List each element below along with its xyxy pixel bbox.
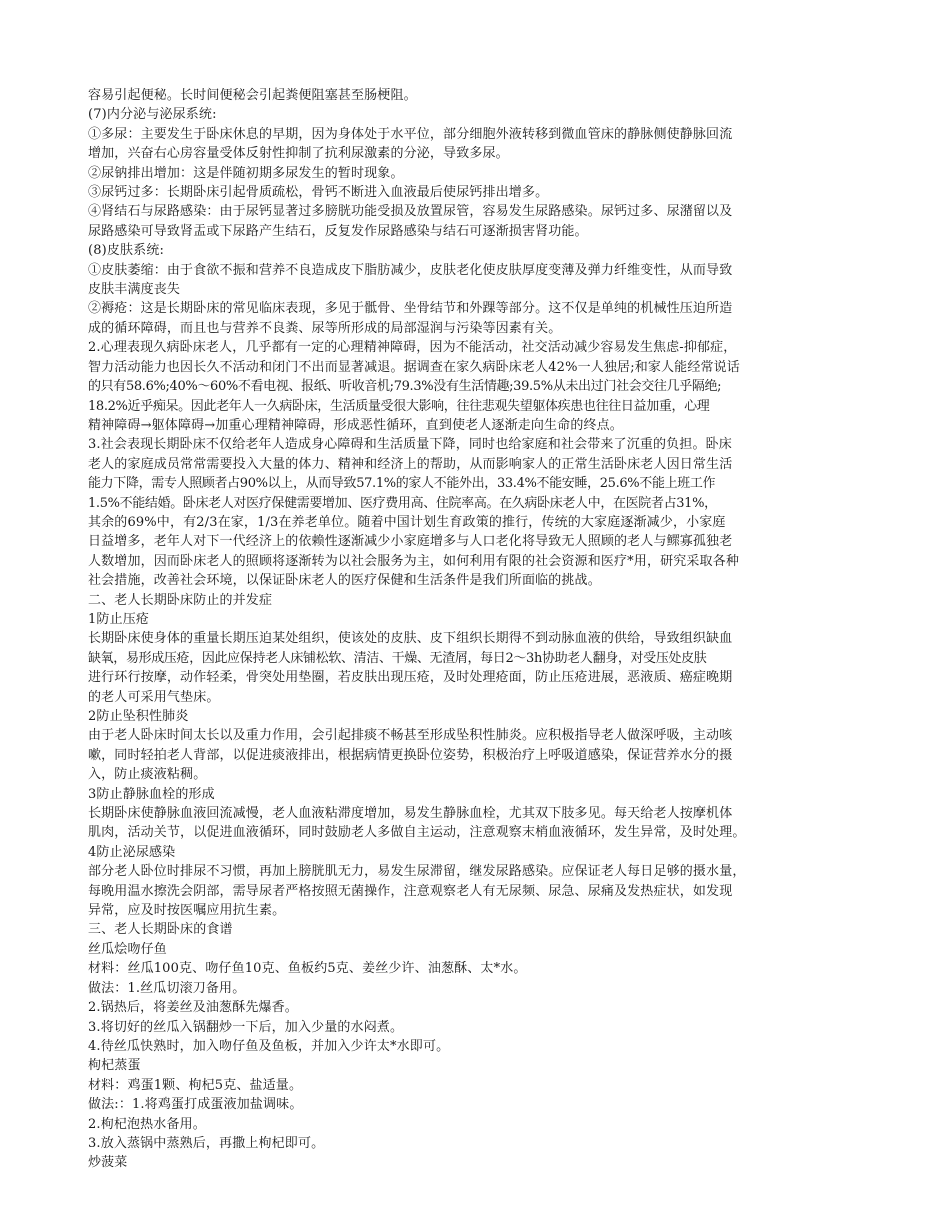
- subsection-heading: 2防止坠积性肺炎: [88, 709, 189, 724]
- text-line: ①皮肤萎缩：由于食欲不振和营养不良造成皮下脂肪减少，皮肤老化使皮肤厚度变薄及弹力纤维变性，从而导致: [88, 262, 733, 278]
- text-line: 的老人可采用气垫床。: [88, 689, 220, 705]
- text-line: 嗽，同时轻拍老人背部，以促进痰液排出，根据病情更换卧位姿势，积极治疗上呼吸道感染，保证营养水分的摄: [88, 747, 733, 763]
- text-line: 2.心理表现久病卧床老人，几乎都有一定的心理精神障碍，因为不能活动，社交活动减少容易发生焦虑-抑郁症，: [88, 340, 737, 356]
- text-line: ①多尿：主要发生于卧床休息的早期，因为身体处于水平位，部分细胞外液转移到微血管床的静脉侧使静脉回流: [88, 126, 733, 142]
- text-line: 皮肤丰满度丧失: [88, 282, 181, 298]
- section-heading: (7)内分泌与泌尿系统:: [88, 107, 217, 123]
- text-line: ③尿钙过多：长期卧床引起骨质疏松，骨钙不断进入血液最后使尿钙排出增多。: [88, 185, 549, 201]
- text-line: 长期卧床使静脉血液回流减慢，老人血液粘滞度增加，易发生静脉血栓，尤其双下肢多见。每天给老人按摩机体: [88, 806, 733, 822]
- text-line: 日益增多，老年人对下一代经济上的依赖性逐渐减少小家庭增多与人口老化将导致无人照顾的老人与鳏寡孤独老: [88, 534, 733, 550]
- text-line: ②尿钠排出增加：这是伴随初期多尿发生的暂时现象。: [88, 165, 404, 181]
- text-line: 社会措施，改善社会环境，以保证卧床老人的医疗保健和生活条件是我们所面临的挑战。: [88, 573, 601, 589]
- text-line: 每晚用温水擦洗会阴部，需导尿者严格按照无菌操作，注意观察老人有无尿频、尿急、尿痛及发热症状，如发现: [88, 883, 733, 899]
- text-line: 异常，应及时按医嘱应用抗生素。: [88, 903, 286, 919]
- text-line: 肌肉，活动关节，以促进血液循环，同时鼓励老人多做自主运动，注意观察末梢血液循环，发生异常，及时处理。: [88, 825, 746, 841]
- text-line: 3.社会表现长期卧床不仅给老年人造成身心障碍和生活质量下降，同时也给家庭和社会带来了沉重的负担。卧床: [88, 437, 732, 453]
- text-line: 2.锅热后，将姜丝及油葱酥先爆香。: [88, 1000, 298, 1016]
- subsection-heading: 3防止静脉血栓的形成: [88, 786, 215, 802]
- text-line: 3.将切好的丝瓜入锅翻炒一下后，加入少量的水闷煮。: [88, 1019, 404, 1035]
- text-line: 增加，兴奋右心房容量受体反射性抑制了抗利尿激素的分泌，导致多尿。: [88, 146, 509, 162]
- text-line: 的只有58.6%;40%～60%不看电视、报纸、听收音机;79.3%没有生活情趣;39.5%从未出过门社会交往几乎隔绝;: [88, 379, 722, 395]
- text-line: 老人的家庭成员常常需要投入大量的体力、精神和经济上的帮助，从而影响家人的正常生活卧床老人因日常生活: [88, 456, 733, 472]
- text-line: 成的循环障碍，而且也与营养不良粪、尿等所形成的局部湿润与污染等因素有关。: [88, 320, 562, 336]
- recipe-title: 炒菠菜: [88, 1155, 128, 1171]
- text-line: 由于老人卧床时间太长以及重力作用，会引起排痰不畅甚至形成坠积性肺炎。应积极指导老人做深呼吸，主动咳: [88, 728, 733, 744]
- text-line: ②褥疮：这是长期卧床的常见临床表现，多见于骶骨、坐骨结节和外踝等部分。这不仅是单纯的机械性压迫所造: [88, 301, 733, 317]
- text-line: 做法:：1.将鸡蛋打成蛋液加盐调味。: [88, 1097, 303, 1113]
- text-line: 1.5%不能结婚。卧床老人对医疗保健需要增加、医疗费用高、住院率高。在久病卧床老人中，在医院者占31%，: [88, 495, 717, 511]
- text-line: 长期卧床使身体的重量长期压迫某处组织，使该处的皮肤、皮下组织长期得不到动脉血液的供给，导致组织缺血: [88, 631, 733, 647]
- text-line: 材料：鸡蛋1颗、枸杞5克、盐适量。: [88, 1077, 303, 1093]
- section-heading: 三、老人长期卧床的食谱: [88, 922, 233, 938]
- section-heading: (8)皮肤系统:: [88, 243, 164, 259]
- text-line: 其余的69%中，有2/3在家，1/3在养老单位。随着中国计划生育政策的推行，传统的大家庭逐渐减少，小家庭: [88, 514, 726, 530]
- text-line: 4.待丝瓜快熟时，加入吻仔鱼及鱼板，并加入少许太*水即可。: [88, 1038, 450, 1054]
- text-line: 智力活动能力也因长久不活动和闭门不出而显著减退。据调查在家久病卧床老人42%一人独居;和家人能经常说话: [88, 359, 740, 375]
- text-line: 入，防止痰液粘稠。: [88, 767, 207, 783]
- text-line: ④肾结石与尿路感染：由于尿钙显著过多膀胱功能受损及放置尿管，容易发生尿路感染。尿钙过多、尿潴留以及: [88, 204, 733, 220]
- text-line: 精神障碍→躯体障碍→加重心理精神障碍，形成恶性循环，直到使老人逐渐走向生命的终点。: [88, 417, 623, 433]
- text-line: 尿路感染可导致肾盂或下尿路产生结石，反复发作尿路感染与结石可逐渐损害肾功能。: [88, 223, 588, 239]
- text-line: 缺氧，易形成压疮，因此应保持老人床铺松软、清洁、干燥、无渣屑，每日2～3h协助老人翻身，对受压处皮肤: [88, 650, 707, 666]
- section-heading: 二、老人长期卧床防止的并发症: [88, 592, 273, 608]
- subsection-heading: 1防止压疮: [88, 611, 150, 627]
- text-line: 进行环行按摩，动作轻柔，骨突处用垫圈，若皮肤出现压疮，及时处理疮面，防止压疮进展，恶液质、癌症晚期: [88, 670, 733, 686]
- subsection-heading: 4防止泌尿感染: [88, 844, 176, 860]
- text-line: 部分老人卧位时排尿不习惯，再加上膀胱肌无力，易发生尿滞留，继发尿路感染。应保证老人每日足够的摄水量，: [88, 864, 746, 880]
- text-line: 材料：丝瓜100克、吻仔鱼10克、鱼板约5克、姜丝少许、油葱酥、太*水。: [88, 961, 527, 977]
- text-line: 人数增加，因而卧床老人的照顾将逐渐转为以社会服务为主，如何利用有限的社会资源和医疗*用，研究采取各种: [88, 553, 740, 569]
- text-line: 能力下降，需专人照顾者占90%以上，从而导致57.1%的家人不能外出，33.4%不能安睡，25.6%不能上班工作: [88, 476, 716, 492]
- recipe-title: 丝瓜烩吻仔鱼: [88, 941, 167, 957]
- text-line: 做法：1.丝瓜切滚刀备用。: [88, 980, 246, 996]
- text-line: 18.2%近乎痴呆。因此老年人一久病卧床，生活质量受很大影响，往往悲观失望躯体疾患也往往日益加重，心理: [88, 398, 710, 414]
- text-line: 容易引起便秘。长时间便秘会引起粪便阻塞甚至肠梗阻。: [88, 88, 417, 103]
- text-line: 2.枸杞泡热水备用。: [88, 1116, 206, 1132]
- text-line: 3.放入蒸锅中蒸熟后，再撒上枸杞即可。: [88, 1135, 325, 1151]
- recipe-title: 枸杞蒸蛋: [88, 1058, 141, 1074]
